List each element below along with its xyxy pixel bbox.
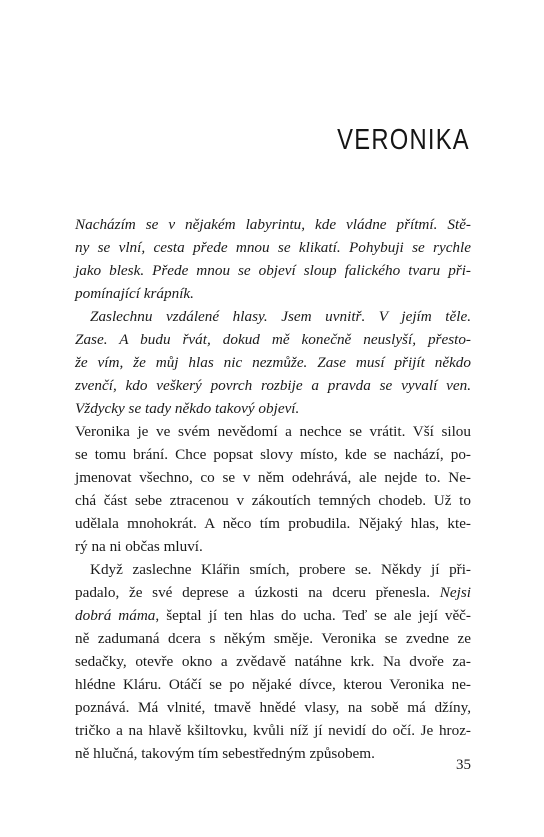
body-paragraph-1 (75, 420, 471, 558)
body-paragraph-2 (75, 558, 471, 765)
text-line: pomínající krápník. (75, 285, 194, 302)
text-line: že vím, že můj hlas nic nezmůže. Zase musí přijít někdo (75, 354, 471, 371)
body-text (75, 420, 471, 765)
text-line: ny se vlní, cesta přede mnou se klikatí. Pohybuji se rychle (75, 239, 471, 256)
text-line: se tomu brání. Chce popsat slovy místo, kde se nachází, po- (75, 446, 471, 463)
text-line: Nacházím se v nějakém labyrintu, kde vládne přítmí. Stě- (75, 216, 471, 233)
text-line: hlédne Kláru. Otáčí se po nějaké dívce, kterou Veronika ne- (75, 676, 471, 693)
emphasized-phrase: dobrá máma (75, 607, 156, 624)
text-line-with-italic: padalo, že své deprese a úzkosti na dceru přenesla. Nejsi (75, 584, 471, 601)
text-line: Vždycky se tady někdo takový objeví. (75, 400, 300, 417)
text-line-with-italic: dobrá máma, šeptal jí ten hlas do ucha. Teď se ale její věč- (75, 607, 471, 624)
text-line: poznává. Má vlnité, tmavě hnědé vlasy, na sobě má džíny, (75, 699, 471, 716)
italic-passage (75, 213, 471, 420)
italic-paragraph-1 (75, 213, 471, 305)
emphasized-phrase: Nejsi (439, 584, 471, 601)
text-line: ně zadumaná dcera s někým směje. Veronika se zvedne ze (75, 630, 471, 647)
italic-paragraph-2 (75, 305, 471, 420)
text-line: jmenovat všechno, co se v něm odehrává, ale nejde to. Ne- (75, 469, 471, 486)
text-line: Zase. A budu řvát, dokud mě konečně neuslyší, přesto- (75, 331, 471, 348)
text-line: tričko a na hlavě kšiltovku, kvůli níž jí nevidí do očí. Je hroz- (75, 722, 471, 739)
text-line: ně hlučná, takovým tím sebestředným způsobem. (75, 745, 375, 762)
page-number: 35 (456, 757, 471, 773)
text-line: chá část sebe ztracenou v zákoutích temných chodeb. Už to (75, 492, 471, 509)
text-line: jako blesk. Přede mnou se objeví sloup falického tvaru při- (75, 262, 471, 279)
text-line: zvenčí, kdo veškerý povrch rozbije a pravda se vyvalí ven. (75, 377, 471, 394)
text-line: rý na ni občas mluví. (75, 538, 203, 555)
chapter-title: VERONIKA (337, 124, 470, 156)
text-line: Zaslechnu vzdálené hlasy. Jsem uvnitř. V jejím těle. (90, 308, 471, 325)
text-line: udělala mnohokrát. A něco tím probudila. Nějaký hlas, kte- (75, 515, 471, 532)
text-line: Když zaslechne Klářin smích, probere se. Někdy jí při- (90, 561, 471, 578)
text-line: sedačky, otevře okno a zvědavě natáhne krk. Na dvoře za- (75, 653, 471, 670)
text-line: Veronika je ve svém nevědomí a nechce se vrátit. Vší silou (75, 423, 471, 440)
